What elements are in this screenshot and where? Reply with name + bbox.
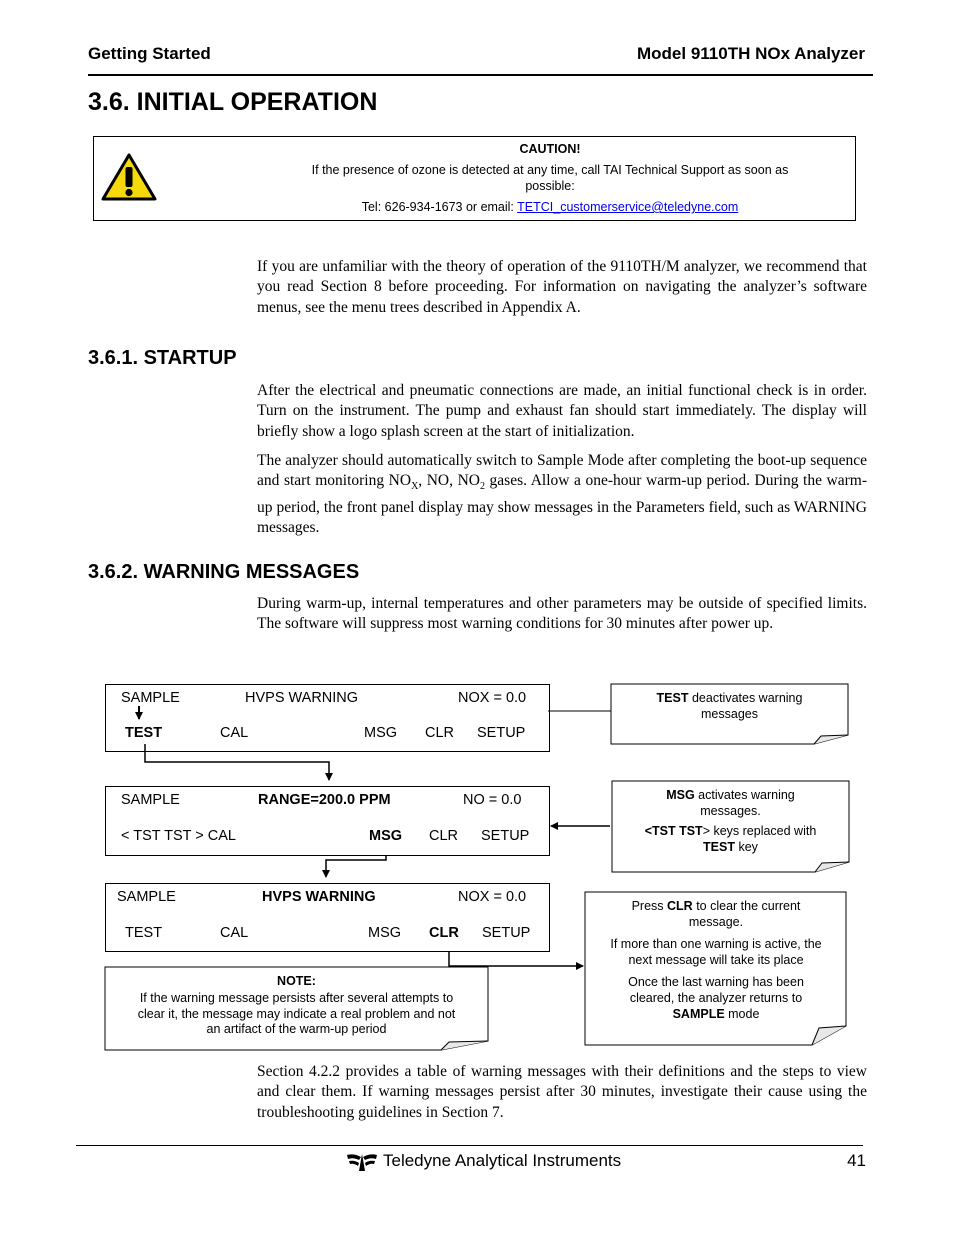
panel1-setup-key[interactable]: SETUP bbox=[477, 725, 526, 741]
note-line2: clear it, the message may indicate a real problem and not bbox=[137, 1007, 456, 1021]
test-callout-text1: deactivates warning bbox=[688, 691, 803, 705]
note-heading: NOTE: bbox=[277, 974, 316, 988]
nox-subscript: X bbox=[411, 481, 419, 493]
msg-callout-line2: messages. bbox=[700, 804, 761, 818]
startup-text-2c: gases. Allow a one-hour warm-up period. During the warm-up period, the front panel display may show messages in the Parameters field, such as WARNING messages. bbox=[257, 472, 868, 536]
clr-callout-press: Press bbox=[631, 899, 668, 913]
panel3-cal-key[interactable]: CAL bbox=[220, 925, 249, 941]
note-line3: an artifact of the warm-up period bbox=[206, 1022, 387, 1036]
clr-callout-mode: mode bbox=[724, 1007, 760, 1021]
section-title: 3.6. INITIAL OPERATION bbox=[88, 88, 378, 116]
panel2-message: RANGE=200.0 PPM bbox=[258, 792, 391, 808]
closing-paragraph bbox=[257, 1062, 867, 1123]
panel1-value: NOX = 0.0 bbox=[458, 690, 527, 706]
startup-heading: 3.6.1. STARTUP bbox=[88, 347, 237, 369]
panel1-test-key[interactable]: TEST bbox=[125, 725, 163, 741]
msg-callout-text1: activates warning bbox=[694, 788, 795, 802]
panel3-setup-key[interactable]: SETUP bbox=[482, 925, 531, 941]
panel2-setup-key[interactable]: SETUP bbox=[481, 828, 530, 844]
clr-callout-line3: If more than one warning is active, the bbox=[610, 937, 822, 951]
panel2-clr-key[interactable]: CLR bbox=[429, 828, 459, 844]
clr-callout-line5: Once the last warning has been bbox=[628, 975, 804, 989]
msg-callout-line4 bbox=[612, 839, 849, 855]
intro-text: If you are unfamiliar with the theory of operation of the 9110TH/M analyzer, we recommend that you read Section 8 before proceeding. For information on navigating the analyzer’s software menus, see the menu trees described in Appendix A. bbox=[257, 258, 867, 316]
panel3-clr-key[interactable]: CLR bbox=[429, 925, 459, 941]
startup-text-2b: , NO, NO bbox=[418, 472, 480, 490]
clr-callout-key: CLR bbox=[667, 899, 693, 913]
footer-company: Teledyne Analytical Instruments bbox=[383, 1151, 622, 1170]
caution-heading: CAUTION! bbox=[519, 142, 581, 156]
no2-subscript: 2 bbox=[479, 481, 485, 493]
startup-text-1: After the electrical and pneumatic connections are made, an initial functional check is in order. Turn on the instrument. The pump and exhaust fan should start immediately. The display will briefly show a logo splash screen at the start of initialization. bbox=[257, 382, 867, 440]
caution-tel: Tel: 626-934-1673 or email: bbox=[361, 200, 518, 214]
panel2-msg-key[interactable]: MSG bbox=[369, 828, 403, 844]
panel3-message: HVPS WARNING bbox=[262, 889, 376, 905]
msg-callout-line1 bbox=[612, 787, 849, 803]
msg-callout-test-key: TEST bbox=[703, 840, 735, 854]
running-header-section: Getting Started bbox=[88, 44, 211, 63]
panel3-msg-key[interactable]: MSG bbox=[368, 925, 402, 941]
note-line1: If the warning message persists after several attempts to bbox=[139, 991, 454, 1005]
clr-callout-line7 bbox=[587, 1006, 845, 1022]
test-callout-line1 bbox=[611, 690, 848, 706]
panel1-clr-key[interactable]: CLR bbox=[425, 725, 455, 741]
warning-messages-heading: 3.6.2. WARNING MESSAGES bbox=[88, 561, 360, 583]
caution-text-line2: possible: bbox=[525, 179, 575, 193]
panel2-tst-cal-keys[interactable]: < TST TST > CAL bbox=[121, 828, 236, 844]
msg-callout-tst-keys: <TST TST bbox=[644, 824, 703, 838]
clr-callout-line4: next message will take its place bbox=[628, 953, 804, 967]
clr-callout-text1: to clear the current bbox=[692, 899, 801, 913]
test-callout-key: TEST bbox=[656, 691, 689, 705]
panel3-value: NOX = 0.0 bbox=[458, 889, 527, 905]
closing-text: Section 4.2.2 provides a table of warning messages with their definitions and the steps to view and clear them. If warning messages persist after 30 minutes, investigate their cause using the troubleshooting guidelines in Section 7. bbox=[257, 1063, 867, 1121]
panel3-mode: SAMPLE bbox=[117, 889, 176, 905]
support-email-link[interactable]: TETCI_customerservice@teledyne.com bbox=[517, 200, 739, 214]
warnings-text: During warm-up, internal temperatures and other parameters may be outside of specified limits. The software will suppress most warning conditions for 30 minutes after power up. bbox=[257, 595, 867, 633]
msg-callout-text4: key bbox=[735, 840, 758, 854]
panel1-cal-key[interactable]: CAL bbox=[220, 725, 249, 741]
clr-callout-line2: message. bbox=[688, 915, 744, 929]
clr-callout-line6: cleared, the analyzer returns to bbox=[629, 991, 803, 1005]
clr-callout-sample: SAMPLE bbox=[672, 1007, 725, 1021]
msg-callout-text3: > keys replaced with bbox=[702, 824, 817, 838]
clr-callout-line1 bbox=[587, 898, 845, 914]
panel2-value: NO = 0.0 bbox=[463, 792, 522, 808]
msg-callout-key: MSG bbox=[666, 788, 695, 802]
panel3-test-key[interactable]: TEST bbox=[125, 925, 163, 941]
panel1-mode: SAMPLE bbox=[121, 690, 180, 706]
teledyne-logo-icon bbox=[346, 1152, 378, 1172]
panel1-msg-key[interactable]: MSG bbox=[364, 725, 398, 741]
msg-callout-line3 bbox=[612, 823, 849, 839]
caution-text-line1: If the presence of ozone is detected at any time, call TAI Technical Support as soon as bbox=[311, 163, 789, 177]
footer-rule bbox=[76, 1145, 863, 1146]
test-callout-line2: messages bbox=[701, 707, 758, 721]
startup-text-2a: The analyzer should automatically switch to Sample Mode after completing the boot-up sequence and start monitoring NO bbox=[257, 452, 867, 490]
running-header-model: Model 9110TH NOx Analyzer bbox=[636, 44, 865, 63]
panel2-mode: SAMPLE bbox=[121, 792, 180, 808]
panel1-message: HVPS WARNING bbox=[245, 690, 359, 706]
page-number: 41 bbox=[847, 1151, 866, 1170]
